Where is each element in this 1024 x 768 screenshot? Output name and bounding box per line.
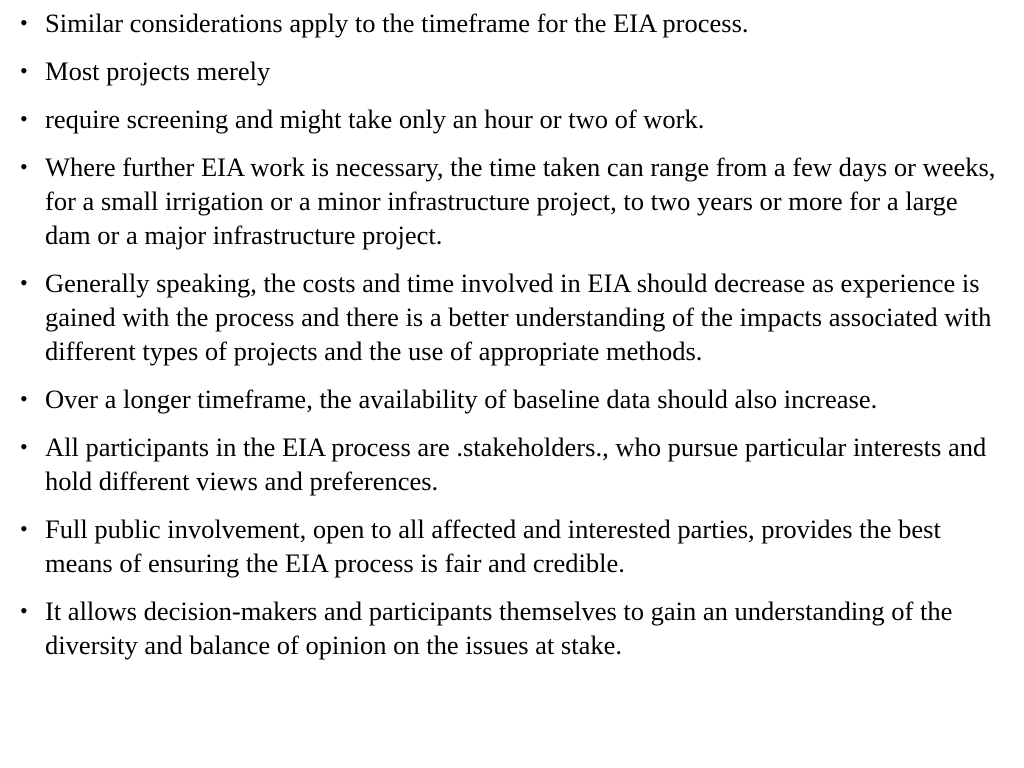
bullet-text: Over a longer timeframe, the availability of baseline data should also increase. (45, 384, 878, 414)
bullet-text: Full public involvement, open to all affected and interested parties, provides the best means of ensuring the EIA process is fair and credible. (45, 514, 941, 578)
bullet-item (20, 430, 1004, 498)
bullet-item (20, 6, 1004, 40)
bullet-item (20, 594, 1004, 662)
bullet-text: It allows decision-makers and participants themselves to gain an understanding of the diversity and balance of opinion on the issues at stake. (45, 596, 953, 660)
bullet-dot-icon: • (20, 106, 28, 131)
bullet-text: Similar considerations apply to the timeframe for the EIA process. (45, 8, 749, 38)
bullet-text: Generally speaking, the costs and time involved in EIA should decrease as experience is gained with the process and there is a better understanding of the impacts associated with different types of projects and the use of appropriate methods. (45, 268, 992, 366)
bullet-item (20, 266, 1004, 368)
bullet-item (20, 54, 1004, 88)
bullet-item (20, 150, 1004, 252)
bullet-dot-icon: • (20, 270, 28, 295)
bullet-text: Where further EIA work is necessary, the time taken can range from a few days or weeks, for a small irrigation or a minor infrastructure project, to two years or more for a large dam or a major infrastructure project. (45, 152, 996, 250)
bullet-dot-icon: • (20, 516, 28, 541)
bullet-dot-icon: • (20, 10, 28, 35)
bullet-item (20, 512, 1004, 580)
bullet-item (20, 382, 1004, 416)
bullet-dot-icon: • (20, 386, 28, 411)
bullet-text: require screening and might take only an hour or two of work. (45, 104, 705, 134)
bullet-text: All participants in the EIA process are .stakeholders., who pursue particular interests and hold different views and preferences. (45, 432, 987, 496)
bullet-dot-icon: • (20, 154, 28, 179)
bullet-dot-icon: • (20, 598, 28, 623)
bullet-dot-icon: • (20, 58, 28, 83)
bullet-dot-icon: • (20, 434, 28, 459)
bullet-list (20, 6, 1004, 662)
bullet-item (20, 102, 1004, 136)
bullet-text: Most projects merely (45, 56, 271, 86)
